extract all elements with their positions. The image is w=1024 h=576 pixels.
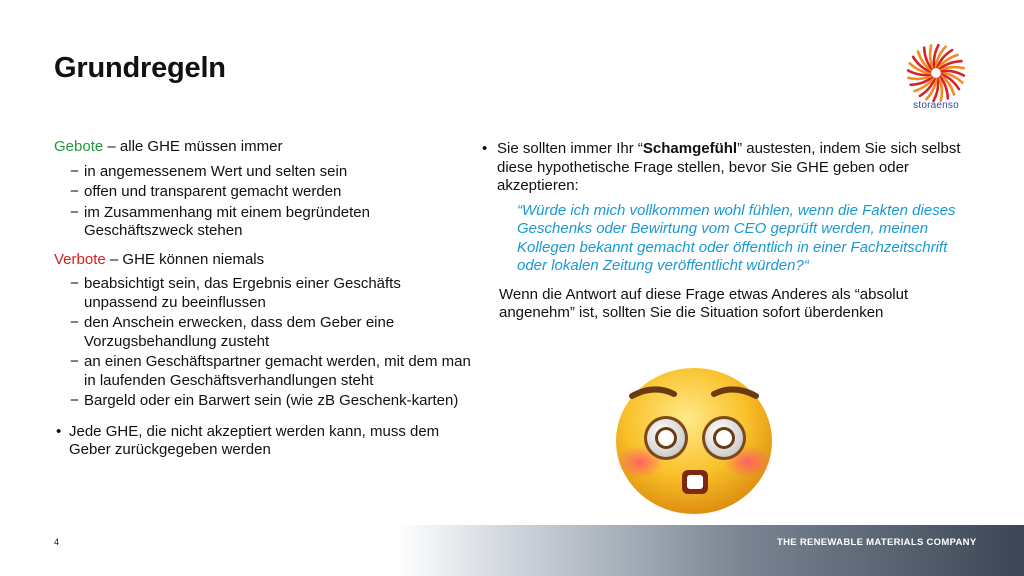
ceo-quote: “Würde ich mich vollkommen wohl fühlen, wenn die Fakten dieses Geschenks oder Bewirtung vom CEO geprüft werden, meinen Kollegen bekannt gemacht oder öffentlich in einer Fachzeitschrift oder lokalen Zeitung veröffentlicht würden?“ [517,201,956,274]
flushed-face-icon [614,366,774,516]
verbote-keyword: Verbote [54,250,106,268]
right-column [482,140,982,323]
return-gift-bullet: • Jede GHE, die nicht akzeptiert werden kann, muss dem Geber zurückgegeben werden [56,422,440,458]
dash-marker: − [70,353,79,370]
sun-burst-icon [906,44,966,102]
bullet-marker: • [56,422,62,440]
footer-band [396,525,1024,576]
verbote-item: − den Anschein erwecken, dass dem Geber eine Vorzugsbehandlung zusteht [70,314,395,350]
left-column [54,138,474,460]
shame-test-bullet: • Sie sollten immer Ihr “Schamgefühl” austesten, indem Sie sich selbst diese hypothetische Frage stellen, bevor Sie GHE geben oder akzeptieren: [482,140,961,194]
gebote-item: − im Zusammenhang mit einem begründeten Geschäftszweck stehen [70,203,370,239]
gebote-keyword: Gebote [54,138,104,155]
gebote-item: − in angemessenem Wert und selten sein [70,162,348,180]
gebote-heading-rest: – alle GHE müssen immer [103,138,283,155]
gebote-item: − offen und transparent gemacht werden [70,183,342,200]
dash-marker: − [70,392,79,409]
dash-marker: − [70,162,79,180]
dash-marker: − [70,275,79,292]
bullet-marker: • [482,140,488,157]
answer-text: Wenn die Antwort auf diese Frage etwas Anderes als “absolut angenehm” ist, sollten Sie die Situation sofort überdenken [499,285,909,321]
slide-title: Grundregeln [54,52,226,84]
verbote-item: − beabsichtigt sein, das Ergebnis einer Geschäfts unpassend zu beeinflussen [70,275,401,311]
verbote-heading [54,251,474,270]
verbote-item: − Bargeld oder ein Barwert sein (wie zB Geschenk-karten) [70,392,459,409]
gebote-heading [54,138,474,157]
verbote-item: − an einen Geschäftspartner gemacht werden, mit dem man in laufenden Geschäftsverhandlungen steht [70,353,471,389]
page-number: 4 [54,537,60,547]
company-tagline: THE RENEWABLE MATERIALS COMPANY [777,537,977,548]
logo-text: storaenso [913,100,959,111]
dash-marker: − [70,203,79,221]
dash-marker: − [70,183,79,200]
schamgefuehl-term: Schamgefühl [642,140,738,157]
dash-marker: − [70,314,79,331]
stora-enso-logo [903,44,969,114]
verbote-heading-rest: – GHE können niemals [105,250,265,268]
